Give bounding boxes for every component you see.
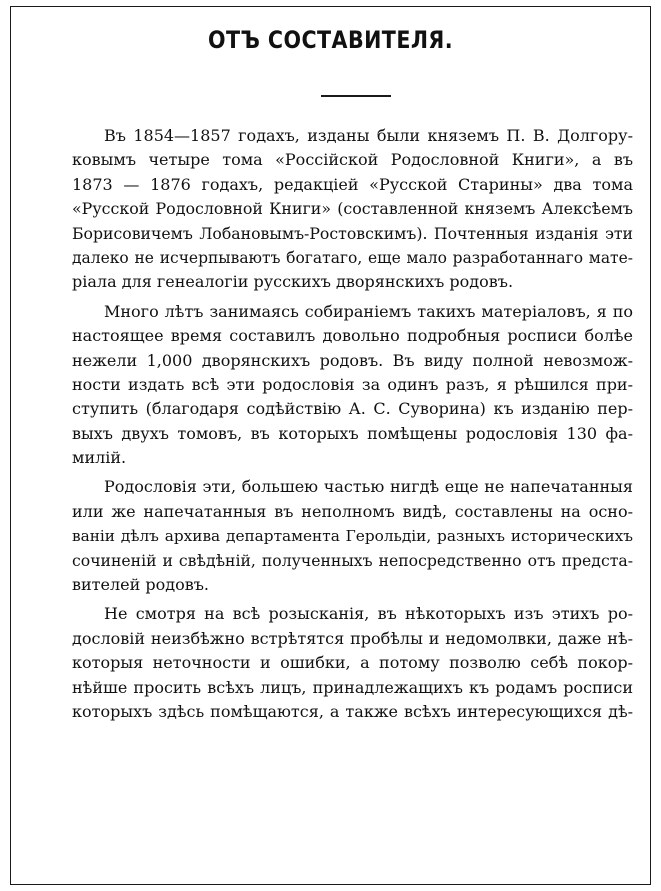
paragraph-4-line-5: которыхъ здѣсь помѣщаются, а также всѣхъ интересующихся дѣ- xyxy=(72,701,633,721)
paragraph-3-line-1: Родословія эти, большею частью нигдѣ еще не напечатанныя xyxy=(104,477,633,497)
paragraph-2-line-7: милій. xyxy=(72,448,127,468)
paragraph-4-line-1: Не смотря на всѣ розысканія, въ нѣкоторыхъ изъ этихъ ро- xyxy=(104,604,633,624)
paragraph-2-line-3: нежели 1,000 дворянскихъ родовъ. Въ виду полной невозмож- xyxy=(72,350,633,370)
paragraph-4-line-2: дословій неизбѣжно встрѣтятся пробѣлы и недомолвки, даже нѣ- xyxy=(72,628,633,648)
paragraph-2-line-6: выхъ двухъ томовъ, въ которыхъ помѣщены родословія 130 фа- xyxy=(72,423,633,443)
page-title: ОТЪ СОСТАВИТЕЛЯ. xyxy=(207,26,454,54)
paragraph-4-line-3: которыя неточности и ошибки, а потому позволю себѣ покор- xyxy=(72,653,633,673)
paragraph-3-line-4: сочиненій и свѣдѣній, полученныхъ непосредственно отъ предста- xyxy=(72,550,633,570)
paragraph-1-line-3: 1873 — 1876 годахъ, редакціей «Русской Старины» два тома xyxy=(72,174,633,194)
paragraph-1-line-7: ріала для генеалогіи русскихъ дворянскихъ родовъ. xyxy=(72,272,514,292)
paragraph-1-line-6: далеко не исчерпываютъ богатаго, еще мало разработаннаго мате- xyxy=(72,248,633,267)
title-divider xyxy=(321,95,391,97)
paragraph-1-line-4: «Русской Родословной Книги» (составленной княземъ Алексѣемъ xyxy=(72,199,633,219)
paragraph-2-line-5: ступить (благодаря содѣйствію А. С. Суворина) къ изданію пер- xyxy=(72,399,633,419)
paragraph-3-line-3: ваніи дѣлъ архива департамента Герольдіи, разныхъ историческихъ xyxy=(72,527,633,546)
paragraph-2-line-4: ности издать всѣ эти родословія за одинъ разъ, я рѣшился при- xyxy=(72,374,633,394)
paragraph-2-line-1: Много лѣтъ занимаясь собираніемъ такихъ матеріаловъ, я по xyxy=(104,301,633,321)
paragraph-3-line-2: или же напечатанныя въ неполномъ видѣ, составлены на осно- xyxy=(72,501,633,521)
paragraph-3-line-5: вителей родовъ. xyxy=(72,575,210,595)
paragraph-1-line-5: Борисовичемъ Лобановымъ-Ростовскимъ). Почтенныя изданія эти xyxy=(72,223,633,243)
paragraph-1-line-1: Въ 1854—1857 годахъ, изданы были княземъ П. В. Долгору- xyxy=(104,126,633,145)
paragraph-2-line-2: настоящее время составилъ довольно подробныя росписи болѣе xyxy=(72,326,633,346)
paragraph-1-line-2: ковымъ четыре тома «Россійской Родословной Книги», а въ xyxy=(72,150,633,170)
body-text xyxy=(72,124,633,724)
paragraph-4-line-4: нѣйше просить всѣхъ лицъ, принадлежащихъ къ родамъ росписи xyxy=(72,677,633,697)
